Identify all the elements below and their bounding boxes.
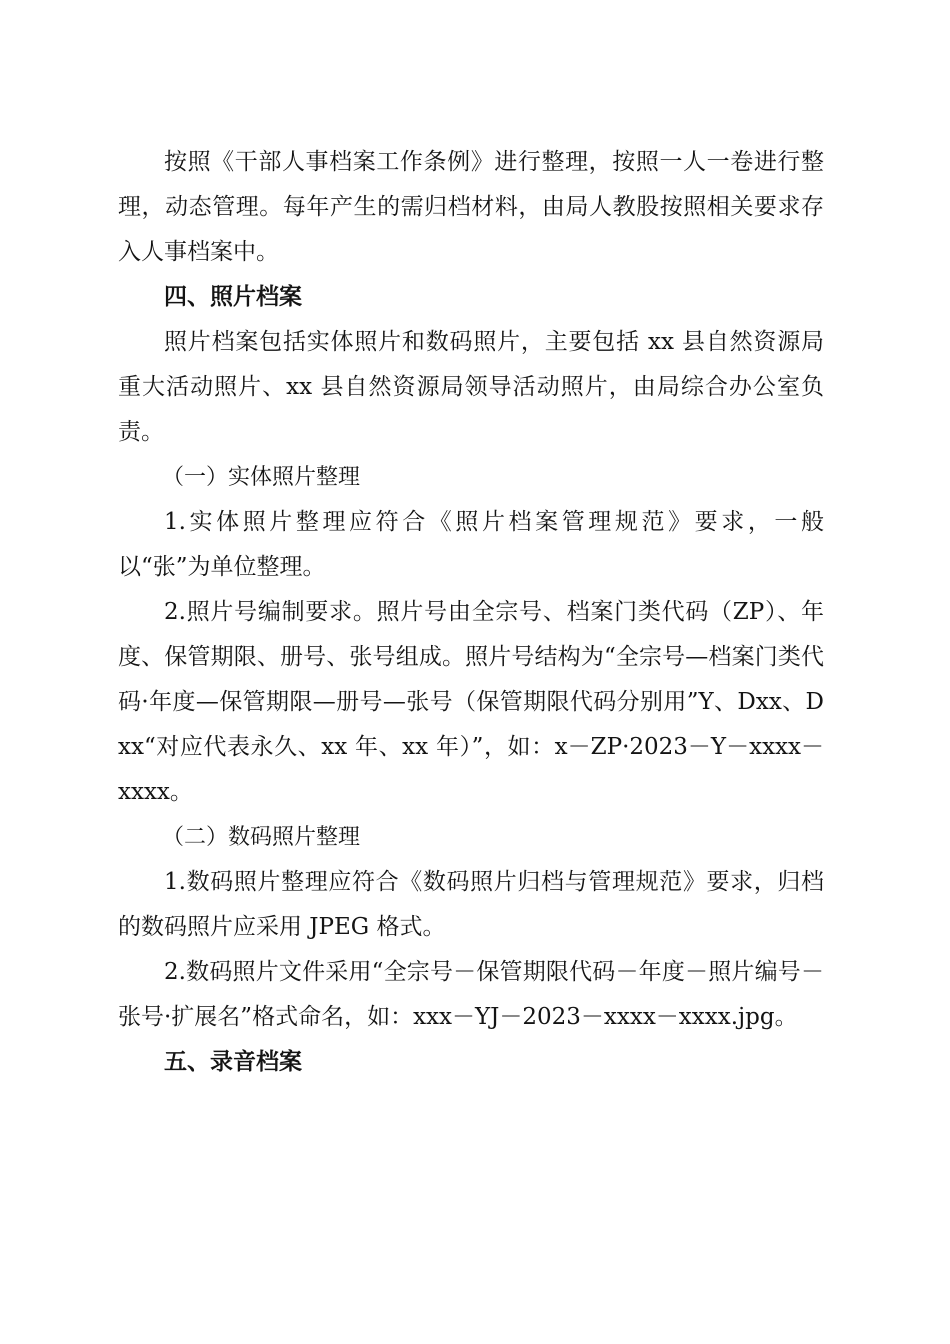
body-paragraph-personnel-archive: 按照《干部人事档案工作条例》进行整理，按照一人一卷进行整理，动态管理。每年产生的需归档材料，由局人教股按照相关要求存入人事档案中。 [118,149,824,265]
body-paragraph-photo-archive-scope: 照片档案包括实体照片和数码照片，主要包括 xx 县自然资源局重大活动照片、xx 县自然资源局领导活动照片，由局综合办公室负责。 [118,329,824,445]
document-body [118,140,824,1085]
subsection-heading-physical-photos: （一）实体照片整理 [162,465,361,490]
body-paragraph-physical-photo-rule-2: 2.照片号编制要求。照片号由全宗号、档案门类代码（ZP）、年度、保管期限、册号、张号组成。照片号结构为“全宗号—档案门类代码·年度—保管期限—册号—张号（保管期限代码分别用”Y、Dxx、Dxx“对应代表永久、xx 年、xx 年）”，如：x－ZP·2023－Y－xxxx－xxxx。 [118,599,824,805]
body-paragraph-physical-photo-rule-1: 1.实体照片整理应符合《照片档案管理规范》要求，一般以“张”为单位整理。 [118,509,824,580]
body-paragraph-digital-photo-rule-2: 2.数码照片文件采用“全宗号－保管期限代码－年度－照片编号－张号·扩展名”格式命名，如：xxx－YJ－2023－xxxx－xxxx.jpg。 [118,959,824,1030]
section-heading-photo-archive: 四、照片档案 [164,284,302,310]
body-paragraph-digital-photo-rule-1: 1.数码照片整理应符合《数码照片归档与管理规范》要求，归档的数码照片应采用 JPEG 格式。 [118,869,824,940]
section-heading-audio-archive: 五、录音档案 [164,1049,302,1075]
subsection-heading-digital-photos: （二）数码照片整理 [162,825,361,850]
